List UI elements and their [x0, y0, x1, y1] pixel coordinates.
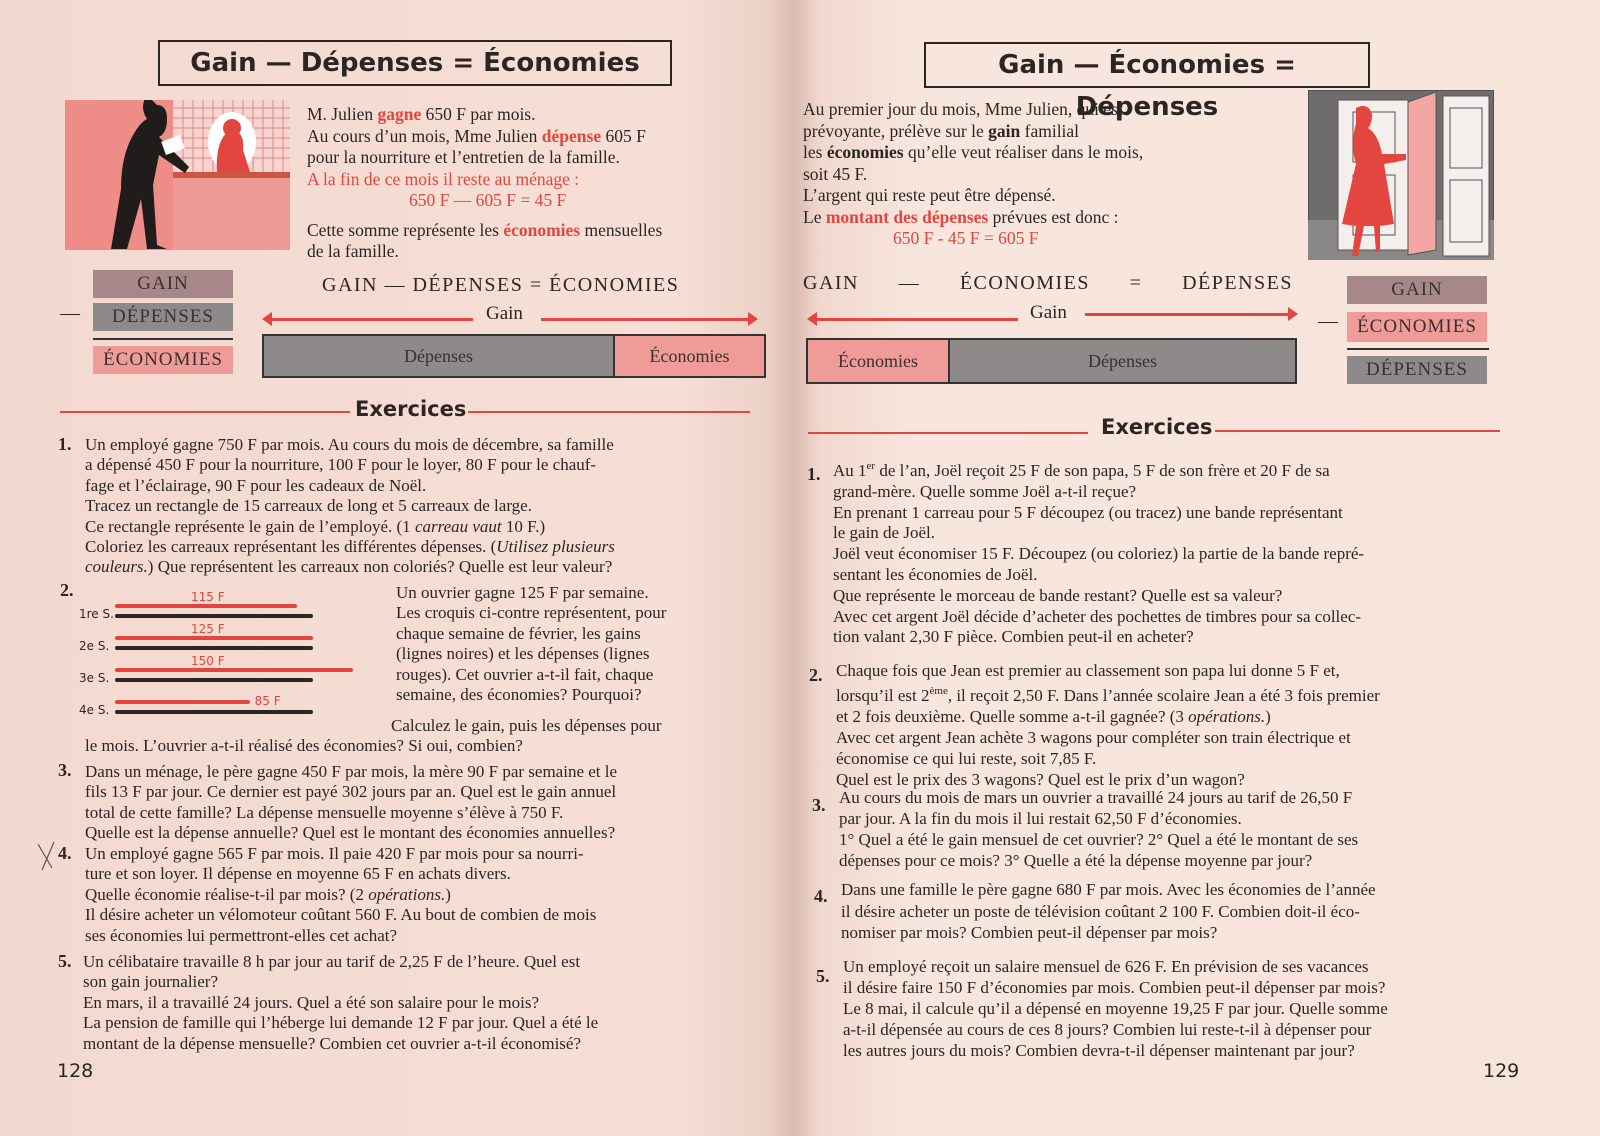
text-run: opérations.: [1188, 707, 1266, 726]
divider: [808, 432, 1088, 434]
text-line: [836, 706, 1380, 727]
text-line: [396, 624, 666, 644]
intro-text: [307, 104, 772, 263]
text-line: [833, 607, 1364, 628]
text-line: [836, 748, 1380, 769]
week-label: 1re S.: [79, 607, 114, 621]
expense-label: 150 F: [191, 654, 225, 668]
text-run: Un employé reçoit un salaire mensuel de 626 F. En prévision de ses vacances: [843, 957, 1369, 976]
minus-sign: —: [60, 302, 80, 324]
exercise-number: 4.: [814, 886, 828, 906]
arrow-left: [268, 318, 473, 321]
text-line: [85, 905, 596, 925]
text-line: [833, 503, 1364, 524]
formula: GAIN — DÉPENSES = ÉCONOMIES: [322, 274, 680, 296]
text-run: Avec cet argent Jean achète 3 wagons pour compléter son train électrique et: [836, 728, 1351, 747]
text-line: [833, 586, 1364, 607]
expense-label: 125 F: [191, 622, 225, 636]
text-run: ) Que représentent les carreaux non coloriés? Quelle est leur valeur?: [147, 557, 613, 577]
text-run: Ce rectangle représente le gain de l’employé. (1: [85, 516, 415, 536]
text-run: Au cours du mois de mars un ouvrier a travaillé 24 jours au tarif de 26,50 F: [839, 788, 1353, 807]
cashier-illustration: [65, 100, 290, 250]
text-line: [85, 496, 615, 516]
arrow-label: Gain: [1030, 302, 1067, 323]
text-line: [85, 537, 615, 557]
text-run: semaine, des économies? Pourquoi?: [396, 685, 642, 705]
text-line: [396, 665, 666, 685]
arrow-label: Gain: [486, 303, 523, 324]
text-line: [839, 808, 1358, 829]
label-economies: ÉCONOMIES: [1347, 312, 1487, 342]
exercise-number: 2.: [809, 665, 823, 685]
arrow-left: [813, 318, 1018, 321]
text-run: a-t-il dépensée au cours de ces 8 jours? Combien lui reste-t-il à dépenser pour: [843, 1020, 1372, 1039]
text-run: rouges). Cet ouvrier a-t-il fait, chaque: [396, 664, 654, 684]
exercise-number: 1.: [807, 464, 821, 484]
arrow-right: [1085, 313, 1289, 316]
text-line: [307, 220, 772, 242]
text-run: Quel est le prix des 3 wagons? Quel est le prix d’un wagon?: [836, 770, 1245, 789]
text-line: [85, 762, 617, 782]
exercise-4: [841, 879, 1376, 944]
exercise-number: 3.: [812, 795, 826, 815]
text-run: les autres jours du mois? Combien devra-t-il dépenser maintenant par jour?: [843, 1041, 1355, 1060]
expense-line: [115, 700, 250, 704]
page-title: Gain — Économies = Dépenses: [924, 42, 1370, 88]
text-line: [396, 583, 666, 603]
arrowhead-left-icon: [262, 312, 272, 326]
text-line: [841, 901, 1376, 923]
minus-sign: —: [1318, 310, 1338, 332]
bar-economies: Économies: [615, 336, 764, 376]
text-line: [85, 455, 615, 475]
text-line: [307, 126, 772, 148]
text-line: [396, 644, 666, 664]
text-line: [839, 787, 1358, 808]
text-run: Coloriez les carreaux représentant les différentes dépenses. (: [85, 537, 497, 557]
text-run: 10 F.): [501, 516, 546, 536]
exercise-3: [839, 787, 1358, 871]
text-line: [85, 844, 596, 864]
text-line: [307, 169, 772, 191]
label-economies: ÉCONOMIES: [93, 346, 233, 374]
text-line: [307, 104, 772, 126]
text-line: [843, 1040, 1388, 1061]
text-run: mensuelles: [580, 219, 663, 240]
text-run: 605 F: [601, 125, 646, 146]
pencil-mark-icon: [34, 838, 60, 872]
text-line: [841, 879, 1376, 901]
text-line: [85, 823, 617, 843]
page-129: [795, 0, 1600, 1136]
text-line: [836, 681, 1380, 706]
text-line: [839, 850, 1358, 871]
cupboard-illustration: [1308, 90, 1494, 260]
text-line: [83, 952, 598, 972]
text-run: économies: [826, 142, 904, 162]
text-line: [803, 121, 1243, 143]
text-run: sentant les économies de Joël.: [833, 564, 1038, 584]
text-run: carreau vaut: [414, 516, 502, 536]
text-run: Un employé gagne 565 F par mois. Il paie 420 F par mois pour sa nourri-: [85, 844, 584, 863]
text-run: familial: [1020, 120, 1080, 141]
text-run: nomiser par mois? Combien peut-il dépenser par mois?: [841, 923, 1218, 942]
intro-text: [803, 99, 1243, 250]
divider: [60, 411, 350, 413]
bar-economies: Économies: [808, 340, 950, 382]
text-run: il désire acheter un poste de télévision coûtant 2 100 F. Combien doit-il éco-: [841, 901, 1360, 921]
text-run: ème: [929, 685, 948, 697]
text-run: er: [866, 460, 876, 472]
text-run: Un employé gagne 750 F par mois. Au cours du mois de décembre, sa famille: [85, 435, 614, 454]
text-line: [833, 627, 1364, 648]
text-line: [803, 207, 1243, 229]
text-line: [833, 544, 1364, 565]
text-run: Quelle économie réalise-t-il par mois? (2: [85, 884, 369, 904]
exercise-number: 1.: [58, 434, 72, 454]
text-run: chaque semaine de février, les gains: [396, 623, 641, 643]
text-line: [843, 998, 1388, 1019]
text-run: A la fin de ce mois il reste au ménage :: [307, 168, 580, 189]
text-run: Quelle est la dépense annuelle? Quel est le montant des économies annuelles?: [85, 823, 616, 843]
text-run: Cette somme représente les: [307, 219, 504, 240]
expense-line: [115, 604, 297, 608]
text-run: les: [803, 142, 827, 162]
text-line: [803, 164, 1243, 186]
text-line: [841, 922, 1376, 944]
text-line: [83, 993, 598, 1013]
formula-depenses: DÉPENSES: [1182, 272, 1293, 294]
text-run: soit 45 F.: [803, 163, 868, 184]
text-line: [839, 829, 1358, 850]
text-run: grand-mère. Quelle somme Joël a-t-il reçue?: [833, 481, 1137, 501]
page-title: Gain — Dépenses = Économies: [158, 40, 672, 86]
bar-depenses: Dépenses: [950, 340, 1295, 382]
text-run: montant de la dépense mensuelle? Combien cet ouvrier a-t-il économisé?: [83, 1033, 582, 1053]
text-line: [85, 864, 596, 884]
text-line: [83, 1034, 598, 1054]
exercise-2: [836, 660, 1380, 790]
expense-label: 85 F: [254, 694, 281, 708]
text-run: Chaque fois que Jean est premier au classement son papa lui donne 5 F et,: [836, 661, 1340, 680]
text-run: Il désire acheter un vélomoteur coûtant 560 F. Au bout de combien de mois: [85, 905, 597, 925]
gain-line: [115, 678, 313, 682]
text-run: La pension de famille qui l’héberge lui demande 12 F par jour. Quel a été le: [83, 1013, 599, 1033]
text-run: tion valant 2,30 F pièce. Combien peut-il en acheter?: [833, 627, 1194, 647]
text-run: ): [1265, 707, 1271, 726]
divider: [1215, 430, 1500, 432]
text-line: [836, 727, 1380, 748]
text-run: Utilisez plusieurs: [496, 537, 615, 557]
text-run: Un célibataire travaille 8 h par jour au tarif de 2,25 F de l’heure. Quel est: [83, 952, 581, 971]
text-run: Au cours d’un mois, Mme Julien: [307, 125, 542, 146]
text-line: [396, 603, 666, 623]
text-run: 650 F par mois.: [421, 104, 536, 124]
text-run: Au 1: [833, 461, 867, 480]
arrowhead-right-icon: [1288, 307, 1298, 321]
exercise-number: 4.: [58, 843, 72, 863]
text-run: Au premier jour du mois, Mme Julien, qui est: [803, 99, 1123, 119]
formula-gain: GAIN: [803, 272, 859, 294]
text-line: [803, 142, 1243, 164]
text-line: [803, 99, 1243, 121]
text-run: Le: [803, 206, 826, 227]
week-label: 2e S.: [79, 639, 110, 653]
text-run: fils 13 F par jour. Ce dernier est payé 302 jours par an. Quel est le gain annuel: [85, 782, 617, 802]
exercise-1: [833, 456, 1364, 648]
page-128: [0, 0, 795, 1136]
text-run: 650 F — 605 F = 45 F: [409, 190, 567, 210]
exercise-5: [83, 952, 598, 1054]
text-run: ): [445, 884, 451, 904]
text-line: [307, 241, 772, 263]
text-run: L’argent qui reste peut être dépensé.: [803, 185, 1056, 205]
text-line: [307, 190, 772, 212]
exercises-heading: Exercices: [1101, 415, 1213, 439]
text-run: En prenant 1 carreau pour 5 F découpez (ou tracez) une bande représentant: [833, 502, 1343, 522]
gain-line: [115, 646, 313, 650]
text-run: le gain de Joël.: [833, 523, 935, 543]
text-run: Dans un ménage, le père gagne 450 F par mois, la mère 90 F par semaine et le: [85, 762, 618, 781]
text-line: [396, 685, 666, 705]
bar-depenses: Dépenses: [264, 336, 615, 376]
exercise-2: [396, 583, 666, 705]
text-run: 650 F - 45 F = 605 F: [893, 228, 1039, 248]
exercise-5: [843, 956, 1388, 1061]
text-run: économies: [503, 219, 581, 240]
text-run: ses économies lui permettront-elles cet achat?: [85, 925, 398, 945]
text-line: [85, 435, 615, 455]
text-run: Que représente le morceau de bande restant? Quelle est sa valeur?: [833, 585, 1283, 605]
text-line: [836, 660, 1380, 681]
expense-line: [115, 668, 353, 672]
text-line: [85, 517, 615, 537]
exercise-2-tail-b: le mois. L’ouvrier a-t-il réalisé des économies? Si oui, combien?: [85, 736, 523, 755]
label-gain: GAIN: [93, 270, 233, 298]
text-line: [85, 803, 617, 823]
week-label: 3e S.: [79, 671, 110, 685]
text-run: , il reçoit 2,50 F. Dans l’année scolaire Jean a été 3 fois premier: [947, 686, 1380, 705]
text-run: Dans une famille le père gagne 680 F par mois. Avec les économies de l’année: [841, 880, 1376, 899]
text-run: fage et l’éclairage, 90 F pour les cadeaux de Noël.: [85, 475, 427, 495]
text-line: [83, 1013, 598, 1033]
text-run: de l’an, Joël reçoit 25 F de son papa, 5 F de son frère et 20 F de sa: [875, 461, 1330, 480]
exercise-1: [85, 435, 615, 578]
formula: [803, 272, 1293, 295]
text-line: [803, 228, 1243, 250]
text-run: total de cette famille? La dépense mensuelle moyenne s’élève à 750 F.: [85, 802, 564, 822]
text-run: montant des dépenses: [825, 206, 989, 227]
expense-label: 115 F: [191, 590, 225, 604]
page-number: 129: [1483, 1060, 1520, 1082]
text-line: [85, 926, 596, 946]
text-line: [85, 782, 617, 802]
text-run: 1° Quel a été le gain mensuel de cet ouvrier? 2° Quel a été le montant de ses: [839, 830, 1359, 849]
exercise-3: [85, 762, 617, 844]
text-run: de la famille.: [307, 241, 399, 261]
exercise-number: 5.: [58, 951, 72, 971]
exercise-number: 3.: [58, 760, 72, 780]
text-run: prévues est donc :: [988, 206, 1119, 227]
text-run: Le 8 mai, il calcule qu’il a dépensé en moyenne 19,25 F par jour. Quelle somme: [843, 999, 1388, 1018]
text-line: [833, 482, 1364, 503]
text-run: qu’elle veut réaliser dans le mois,: [903, 142, 1144, 162]
exercise-2-tail-a: Calculez le gain, puis les dépenses pour: [391, 716, 662, 735]
label-depenses: DÉPENSES: [1347, 356, 1487, 384]
sum-line: [93, 338, 233, 340]
text-run: En mars, il a travaillé 24 jours. Quel a été son salaire pour le mois?: [83, 992, 540, 1012]
expense-line: [115, 636, 313, 640]
exercises-heading: Exercices: [355, 397, 467, 421]
text-line: [843, 1019, 1388, 1040]
text-line: [803, 185, 1243, 207]
week-label: 4e S.: [79, 703, 110, 717]
text-run: dépenses pour ce mois? 3° Quelle a été la dépense moyenne par jour?: [839, 851, 1313, 870]
text-run: par jour. A la fin du mois il lui restait 62,50 F d’économies.: [839, 809, 1242, 828]
text-run: a dépensé 450 F pour la nourriture, 100 F pour le loyer, 80 F pour le chauf-: [85, 455, 597, 475]
page-number: 128: [57, 1060, 94, 1082]
text-run: pour la nourriture et l’entretien de la famille.: [307, 147, 620, 167]
text-line: [833, 523, 1364, 544]
text-line: [85, 476, 615, 496]
arrowhead-right-icon: [748, 312, 758, 326]
text-run: économise ce qui lui reste, soit 7,85 F.: [836, 749, 1097, 768]
text-run: M. Julien: [307, 104, 378, 124]
text-line: [833, 456, 1364, 482]
arrow-right: [541, 318, 749, 321]
text-run: ture et son loyer. Il dépense en moyenne 65 F en achats divers.: [85, 864, 511, 884]
text-run: Tracez un rectangle de 15 carreaux de long et 5 carreaux de large.: [85, 496, 532, 516]
text-run: Un ouvrier gagne 125 F par semaine.: [396, 583, 649, 602]
text-run: gain: [988, 120, 1021, 141]
text-line: [307, 147, 772, 169]
text-line: [83, 972, 598, 992]
gain-line: [115, 710, 313, 714]
text-run: couleurs.: [85, 557, 148, 577]
text-run: Avec cet argent Joël décide d’acheter des pochettes de timbres pour sa collec-: [833, 606, 1362, 626]
formula-economies: ÉCONOMIES: [959, 272, 1090, 294]
text-line: [833, 565, 1364, 586]
text-run: prévoyante, prélève sur le: [803, 120, 989, 141]
text-run: son gain journalier?: [83, 972, 219, 992]
exercise-number: 2.: [60, 580, 74, 600]
text-run: lorsqu’il est 2: [836, 686, 930, 705]
text-run: Joël veut économiser 15 F. Découpez (ou coloriez) la partie de la bande repré-: [833, 544, 1365, 564]
text-run: Les croquis ci-contre représentent, pour: [396, 603, 667, 623]
gain-line: [115, 614, 313, 618]
label-depenses: DÉPENSES: [93, 303, 233, 331]
weekly-gain-expense-figure: [75, 588, 375, 718]
formula-minus: —: [898, 272, 921, 294]
text-run: il désire faire 150 F d’économies par mois. Combien peut-il dépenser par mois?: [843, 978, 1386, 997]
text-run: et 2 fois deuxième. Quelle somme a-t-il gagnée? (3: [836, 707, 1189, 726]
exercise-number: 5.: [816, 966, 830, 986]
text-run: gagne: [377, 104, 422, 124]
text-run: opérations.: [368, 884, 446, 904]
gain-bar: [806, 338, 1297, 384]
arrowhead-left-icon: [807, 312, 817, 326]
text-run: dépense: [541, 125, 602, 146]
gain-bar: [262, 334, 766, 378]
text-line: [85, 557, 615, 577]
text-run: (lignes noires) et les dépenses (lignes: [396, 644, 650, 664]
text-line: [843, 977, 1388, 998]
sum-line: [1347, 348, 1489, 350]
formula-equals: =: [1129, 272, 1143, 294]
label-gain: GAIN: [1347, 276, 1487, 304]
text-line: [843, 956, 1388, 977]
exercise-4: [85, 844, 596, 946]
divider: [468, 411, 750, 413]
text-line: [85, 885, 596, 905]
